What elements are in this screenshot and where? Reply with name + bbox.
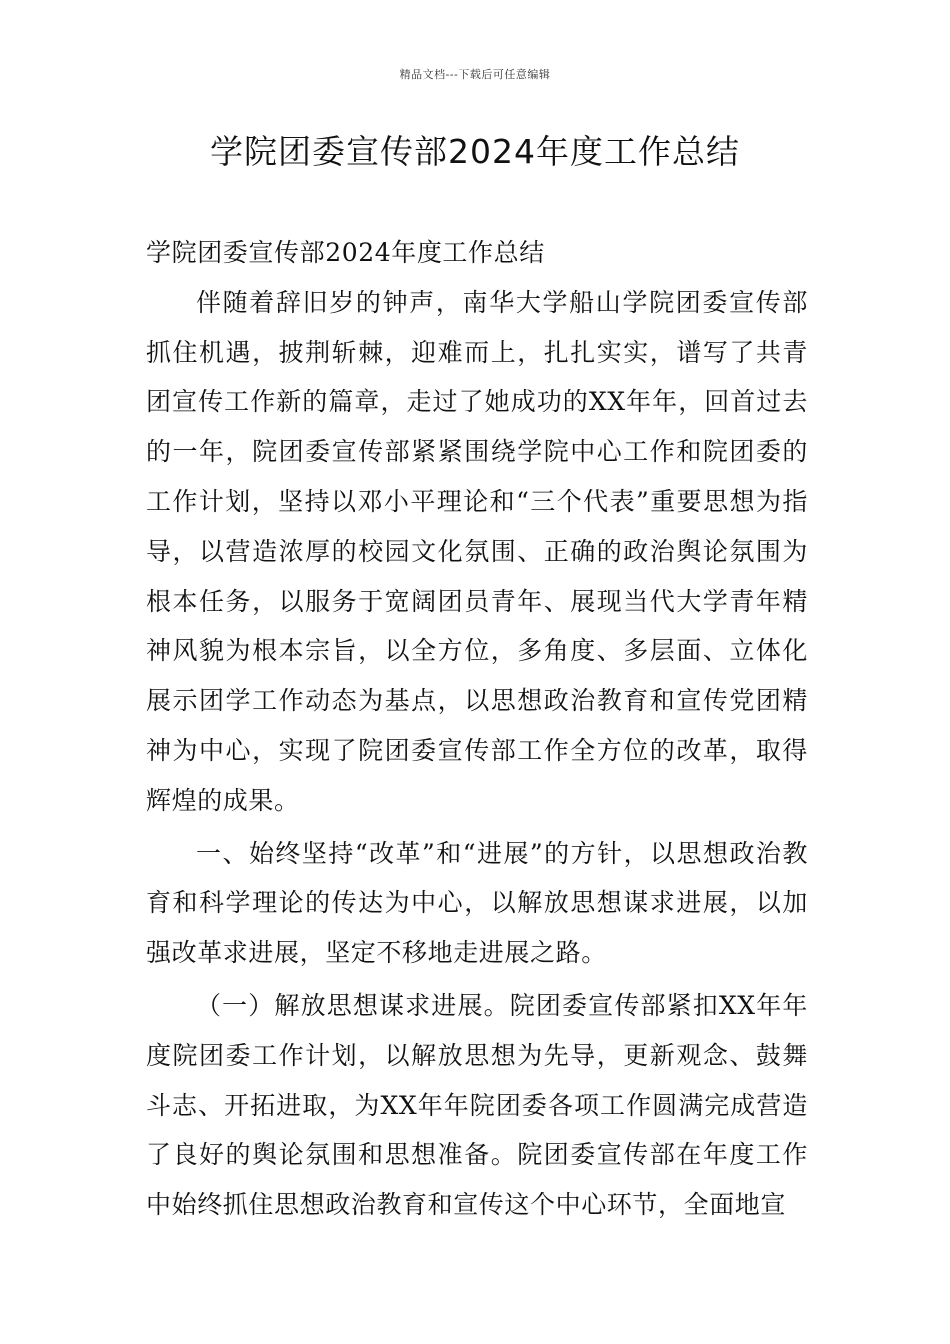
document-title: 学院团委宣传部2024年度工作总结 xyxy=(210,132,740,171)
paragraph-intro: 伴随着辞旧岁的钟声，南华大学船山学院团委宣传部抓住机遇，披荆斩棘，迎难而上，扎扎实实，谱写了共青团宣传工作新的篇章，走过了她成功的XX年年，回首过去的一年，院团委宣传部紧紧围绕学院中心工作和院团委的工作计划，坚持以邓小平理论和“三个代表”重要思想为指导，以营造浓厚的校园文化氛围、正确的政治舆论氛围为根本任务，以服务于宽阔团员青年、展现当代大学青年精神风貌为根本宗旨，以全方位，多角度、多层面、立体化展示团学工作动态为基点，以思想政治教育和宣传党团精神为中心，实现了院团委宣传部工作全方位的改革，取得辉煌的成果。 xyxy=(146,287,808,815)
header-note: 精品文档---下载后可任意编辑 xyxy=(399,68,551,81)
paragraph-subsection-1: （一）解放思想谋求进展。院团委宣传部紧扣XX年年度院团委工作计划，以解放思想为先导，更新观念、鼓舞斗志、开拓进取，为XX年年院团委各项工作圆满完成营造了良好的舆论氛围和思想准备。院团委宣传部在年度工作中始终抓住思想政治教育和宣传这个中心环节，全面地宣 xyxy=(146,990,808,1220)
subtitle-line: 学院团委宣传部2024年度工作总结 xyxy=(146,238,545,267)
paragraph-section-1: 一、始终坚持“改革”和“进展”的方针，以思想政治教育和科学理论的传达为中心，以解放思想谋求进展，以加强改革求进展，坚定不移地走进展之路。 xyxy=(146,838,808,968)
document-body xyxy=(146,228,808,1230)
